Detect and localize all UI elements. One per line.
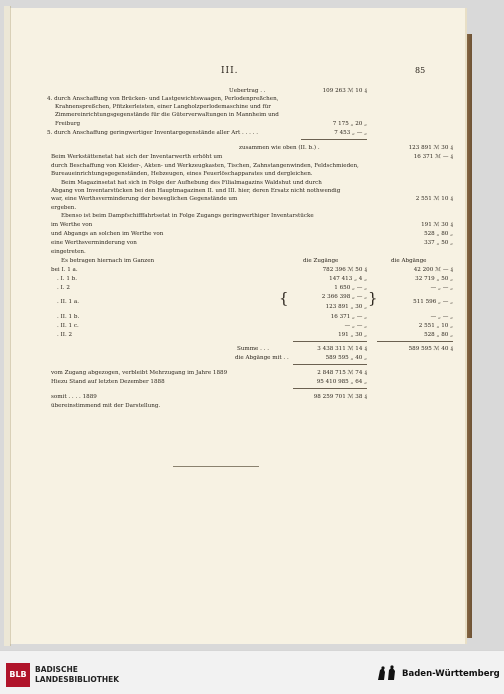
- section-heading: III.: [221, 66, 239, 76]
- baden-wuerttemberg-lions-icon: [376, 664, 398, 684]
- blb-logo: BLB: [6, 663, 30, 687]
- text-line: Krahnenspreßchen, Pfitzkerleisten, einer Langholzperlodemaschine und für: [55, 104, 271, 110]
- table-cell: — „ — „: [344, 323, 367, 329]
- text-line: Summe . . .: [237, 346, 270, 352]
- library-name-line-1: BADISCHE: [35, 665, 78, 674]
- sum-rule: [293, 341, 367, 342]
- text-line: Abgang von Inventarstücken bei den Hauptmagazinen II. und III. hier, deren Ersatz nicht nothwendig: [51, 188, 341, 194]
- text-line: eingetreten.: [51, 249, 86, 255]
- text-line: zusammen wie oben (II. b.) .: [239, 145, 320, 151]
- text-line: Beim Werkstättenetat hat sich der Inventarwerth erhöht um: [51, 154, 223, 160]
- table-cell: 2 551 „ 10 „: [418, 323, 453, 329]
- column-header-zugaenge: die Zugänge: [303, 258, 339, 264]
- table-cell: — „ — „: [430, 285, 453, 291]
- value: 123 891 ℳ 30 ₰: [408, 145, 453, 151]
- table-cell: 511 596 „ — „: [413, 299, 453, 305]
- page-number: 85: [415, 66, 426, 75]
- text-line: somit . . . . 1889: [51, 394, 97, 400]
- table-cell: 16 371 „ — „: [330, 314, 367, 320]
- document-page: [10, 8, 467, 644]
- text-line: und Abgangs an solchen im Werthe von: [51, 231, 164, 237]
- text-line: war, eine Werthsverminderung der beweglichen Gegenstände um: [51, 196, 238, 202]
- footer-bar: [0, 650, 504, 694]
- table-cell: 32 719 „ 50 „: [415, 276, 453, 282]
- state-name: Baden-Württemberg: [402, 669, 500, 679]
- text-line: Freiburg: [55, 121, 81, 127]
- table-cell: 2 366 398 „ — „: [321, 294, 367, 300]
- text-line: Beim Magazinsetat hat sich in Folge der Aufhebung des Filialmagazins Waldshut und durch: [61, 180, 322, 186]
- table-cell: 1 650 „ — „: [334, 285, 367, 291]
- table-row-label: . II. 1 a.: [57, 299, 79, 305]
- table-cell: 782 396 ℳ 50 ₰: [322, 267, 367, 273]
- text-line: Bureaueinrichtungsgegenständen, Hebzeugen, eines Feuerlöschapparates und dergleichen.: [51, 171, 313, 177]
- text-line: Es betragen hiernach im Ganzen: [61, 258, 155, 264]
- table-row-label: . II. 2: [57, 332, 73, 338]
- text-line: vom Zugang abgezogen, verbleibt Mehrzugang im Jahre 1889: [51, 370, 228, 376]
- table-cell: 98 259 701 ℳ 38 ₰: [313, 394, 367, 400]
- table-cell: 191 „ 30 „: [338, 332, 367, 338]
- value: 191 ℳ 30 ₰: [421, 222, 453, 228]
- sum-rule: [293, 364, 367, 365]
- table-row-label: . II. 1 c.: [57, 323, 79, 329]
- value: 337 „ 50 „: [424, 240, 453, 246]
- text-line: Ebenso ist beim Dampfschifffahrtsetat in Folge Zugangs geringwerthiger Inventarstücke: [61, 213, 314, 219]
- table-cell: — „ — „: [430, 314, 453, 320]
- column-header-abgaenge: die Abgänge: [391, 258, 427, 264]
- table-row-label: . II. 1 b.: [57, 314, 80, 320]
- text-line: eine Werthsverminderung von: [51, 240, 137, 246]
- table-cell: 589 595 ℳ 40 ₰: [408, 346, 453, 352]
- table-row-label: . I. 1 b.: [57, 276, 78, 282]
- sum-rule: [377, 341, 453, 342]
- value: 528 „ 80 „: [424, 231, 453, 237]
- text-line: die Abgänge mit . .: [235, 355, 289, 361]
- text-line: ergeben.: [51, 205, 77, 211]
- table-cell: 3 438 311 ℳ 14 ₰: [317, 346, 367, 352]
- value: 109 263 ℳ 10 ₰: [322, 88, 367, 94]
- text-line: 5. durch Anschaffung geringwertiger Inventargegenstände aller Art . . . . .: [47, 130, 258, 136]
- text-line: 4. durch Anschaffung von Brücken- und Lastgewichtswaagen, Perlodenpreßchen,: [47, 96, 279, 102]
- text-line: Hiezu Stand auf letzten Dezember 1888: [51, 379, 165, 385]
- table-cell: 147 413 „ 4 „: [329, 276, 367, 282]
- sum-rule: [293, 388, 367, 389]
- table-cell: 2 848 715 ℳ 74 ₰: [317, 370, 367, 376]
- text-line: durch Beschaffung von Kleider-, Akten- und Werkzeugkasten, Tischen, Zahnstangenwinden, Feldschmieden,: [51, 163, 359, 169]
- text-line: Zimmereinrichtungsgegenstände für die Güterverwaltungen in Mannheim und: [55, 112, 279, 118]
- table-cell: 95 410 985 „ 64 „: [316, 379, 367, 385]
- table-row-label: bei I. 1 a.: [51, 267, 78, 273]
- closing-rule: [173, 466, 259, 467]
- value: 7 453 „ — „: [334, 130, 367, 136]
- text-line: im Werthe von: [51, 222, 93, 228]
- library-name-line-2: LANDESBIBLIOTHEK: [35, 675, 120, 684]
- brace-left: {: [279, 289, 289, 307]
- text-line: übereinstimmend mit der Darstellung.: [51, 403, 161, 409]
- sum-rule: [301, 139, 367, 140]
- table-cell: 528 „ 80 „: [424, 332, 453, 338]
- text-line: Uebertrag . .: [229, 88, 266, 94]
- table-cell: 42 200 ℳ — ₰: [413, 267, 453, 273]
- value: 2 551 ℳ 10 ₰: [415, 196, 453, 202]
- table-cell: 589 595 „ 40 „: [325, 355, 367, 361]
- value: 7 175 „ 20 „: [332, 121, 367, 127]
- value: 16 371 ℳ — ₰: [413, 154, 453, 160]
- library-name: [35, 665, 119, 685]
- table-row-label: . I. 2: [57, 285, 70, 291]
- table-cell: 123 891 „ 30 „: [325, 304, 367, 310]
- brace-right: }: [368, 289, 378, 307]
